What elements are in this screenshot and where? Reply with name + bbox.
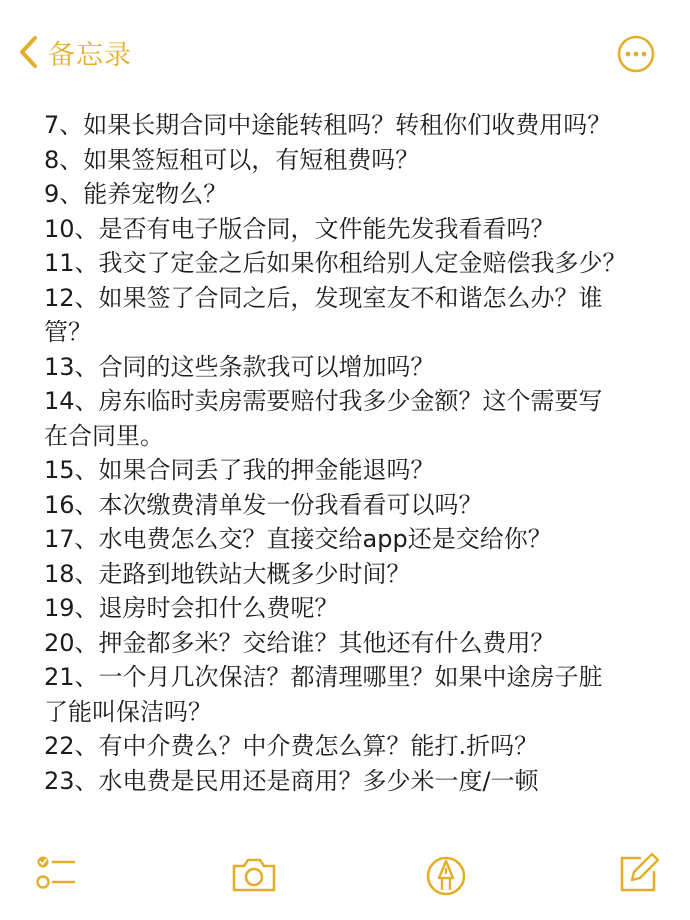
note-line: 22、有中介费么？中介费怎么算？能打.折吗？ xyxy=(44,732,539,760)
navigation-bar xyxy=(0,0,690,100)
note-line: 12、如果签了合同之后，发现室友不和谐怎么办？谁 xyxy=(44,283,603,312)
note-line: 11、我交了定金之后如果你租给别人定金赔偿我多少？ xyxy=(44,249,627,277)
note-line: 10、是否有电子版合同，文件能先发我看看吗？ xyxy=(44,214,555,243)
checklist-button[interactable] xyxy=(32,850,80,898)
note-body[interactable] xyxy=(0,108,690,798)
note-line: 16、本次缴费清单发一份我看看可以吗？ xyxy=(44,490,483,519)
note-line: 19、退房时会扣什么费呢？ xyxy=(44,594,339,622)
note-line: 在合同里。 xyxy=(44,421,164,450)
note-line: 了能叫保洁吗？ xyxy=(44,697,212,726)
bottom-toolbar xyxy=(0,840,690,904)
back-button[interactable] xyxy=(18,30,132,74)
more-button[interactable] xyxy=(614,32,658,76)
checklist-icon xyxy=(32,850,80,898)
note-line: 14、房东临时卖房需要赔付我多少金额？这个需要写 xyxy=(44,387,603,415)
camera-button[interactable] xyxy=(230,850,278,898)
compose-icon xyxy=(614,850,662,898)
note-line: 13、合同的这些条款我可以增加吗？ xyxy=(44,352,435,381)
note-line: 15、如果合同丢了我的押金能退吗？ xyxy=(44,456,435,484)
note-line: 18、走路到地铁站大概多少时间？ xyxy=(44,559,411,588)
camera-icon xyxy=(230,850,278,898)
back-label: 备忘录 xyxy=(48,39,132,71)
note-line: 8、如果签短租可以，有短租费吗？ xyxy=(44,145,420,174)
note-line: 7、如果长期合同中途能转租吗？转租你们收费用吗？ xyxy=(44,111,612,139)
markup-button[interactable] xyxy=(422,850,470,898)
chevron-left-icon xyxy=(18,35,38,69)
note-line: 17、水电费怎么交？直接交给app还是交给你？ xyxy=(44,525,552,553)
pen-markup-icon xyxy=(422,850,470,898)
more-circle-icon xyxy=(614,61,658,80)
note-line: 23、水电费是民用还是商用？多少米一度/一顿 xyxy=(44,766,539,795)
compose-button[interactable] xyxy=(614,850,662,898)
note-line: 9、能养宠物么？ xyxy=(44,180,228,208)
note-line: 21、一个月几次保洁？都清理哪里？如果中途房子脏 xyxy=(44,663,603,691)
note-line: 20、押金都多米？交给谁？其他还有什么费用？ xyxy=(44,628,555,657)
note-line: 管？ xyxy=(44,318,92,346)
